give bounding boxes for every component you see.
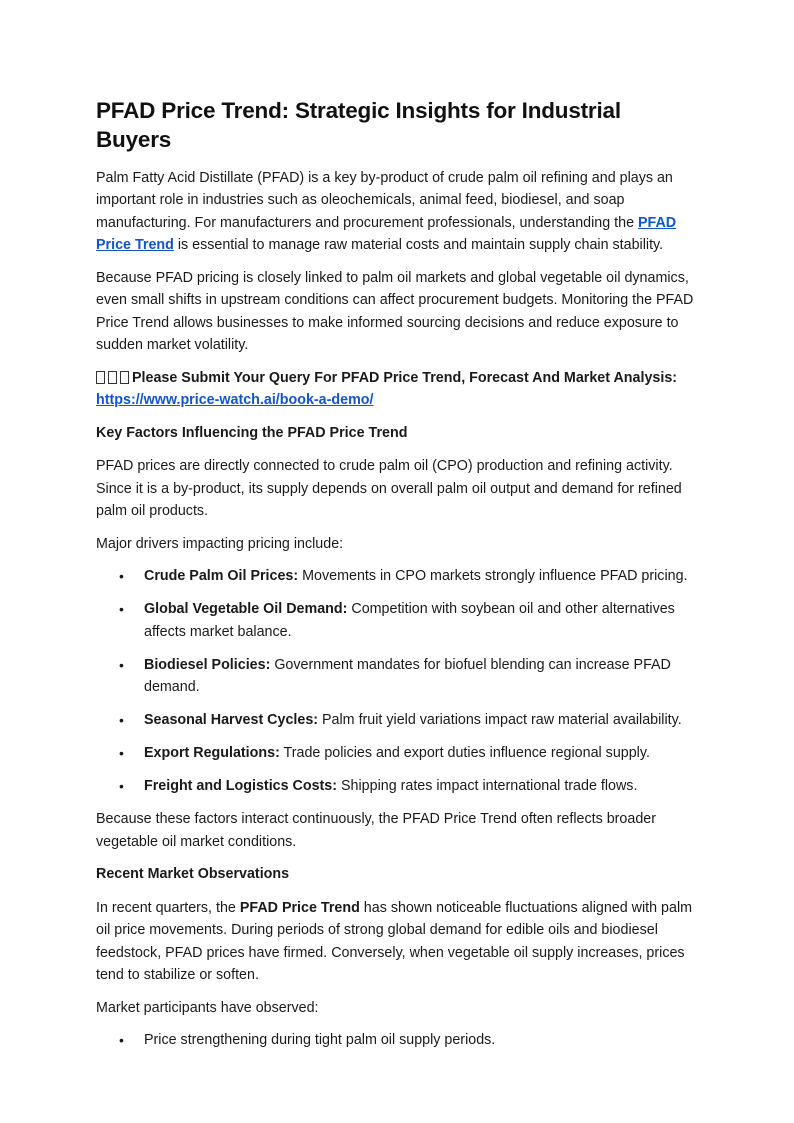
- section-heading-key-factors: Key Factors Influencing the PFAD Price Trend: [96, 424, 408, 441]
- cta-paragraph: [96, 367, 698, 412]
- list-item: • Global Vegetable Oil Demand: Competition with soybean oil and other alternatives affects market balance.: [144, 598, 698, 643]
- drivers-list: [96, 565, 698, 798]
- factors-conclusion: Because these factors interact continuously, the PFAD Price Trend often reflects broader vegetable oil market conditions.: [96, 811, 656, 850]
- list-item: • Freight and Logistics Costs: Shipping rates impact international trade flows.: [144, 775, 698, 798]
- page-title: PFAD Price Trend: Strategic Insights for Industrial Buyers: [96, 98, 621, 153]
- bullet-icon: •: [119, 712, 124, 728]
- list-item: • Price strengthening during tight palm oil supply periods.: [144, 1029, 698, 1052]
- drivers-intro: Major drivers impacting pricing include:: [96, 535, 344, 552]
- list-item: • Export Regulations: Trade policies and export duties influence regional supply.: [144, 742, 698, 765]
- bullet-icon: •: [119, 778, 124, 794]
- bullet-icon: •: [119, 656, 124, 673]
- missing-glyph-icon: [96, 370, 132, 386]
- bullet-icon: •: [119, 568, 124, 584]
- section-heading-recent-observations: Recent Market Observations: [96, 866, 290, 882]
- bullet-icon: •: [119, 745, 124, 761]
- list-item: • Biodiesel Policies: Government mandates for biofuel blending can increase PFAD demand.: [144, 654, 698, 699]
- key-factors-paragraph: PFAD prices are directly connected to crude palm oil (CPO) production and refining activity. Since it is a by-product, its supply depends on overall palm oil output and demand for refined palm oil products.: [96, 458, 682, 519]
- book-demo-link[interactable]: https://www.price-watch.ai/book-a-demo/: [96, 392, 374, 408]
- intro-text-before-link: Palm Fatty Acid Distillate (PFAD) is a key by-product of crude palm oil refining and plays an important role in industries such as oleochemicals, animal feed, biodiesel, and soap manufacturing. For manufacturers and procurement professionals, understanding the: [96, 169, 673, 231]
- bullet-icon: •: [119, 601, 124, 617]
- intro-text-after-link: is essential to manage raw material costs and maintain supply chain stability.: [173, 237, 664, 253]
- list-item: • Seasonal Harvest Cycles: Palm fruit yield variations impact raw material availability.: [144, 709, 698, 732]
- list-item: • Crude Palm Oil Prices: Movements in CPO markets strongly influence PFAD pricing.: [144, 565, 698, 588]
- observed-intro: Market participants have observed:: [96, 999, 319, 1016]
- observations-list: [96, 1029, 698, 1052]
- recent-observations-paragraph: In recent quarters, the PFAD Price Trend has shown noticeable fluctuations aligned with palm oil price movements. During periods of strong global demand for edible oils and biodiesel feedstock, PFAD prices have firmed. Conversely, when vegetable oil supply increases, prices tend to stabilize or soften.: [96, 899, 693, 983]
- bullet-icon: •: [119, 1032, 124, 1048]
- context-paragraph: Because PFAD pricing is closely linked to palm oil markets and global vegetable oil dynamics, even small shifts in upstream conditions can affect procurement budgets. Monitoring the PFAD Price Trend allows businesses to make informed sourcing decisions and reduce exposure to sudden market volatility.: [96, 269, 694, 353]
- pfad-price-trend-link[interactable]: PFAD Price Trend: [96, 214, 677, 253]
- intro-paragraph: [96, 167, 698, 257]
- cta-text: Please Submit Your Query For PFAD Price Trend, Forecast And Market Analysis:: [132, 369, 678, 386]
